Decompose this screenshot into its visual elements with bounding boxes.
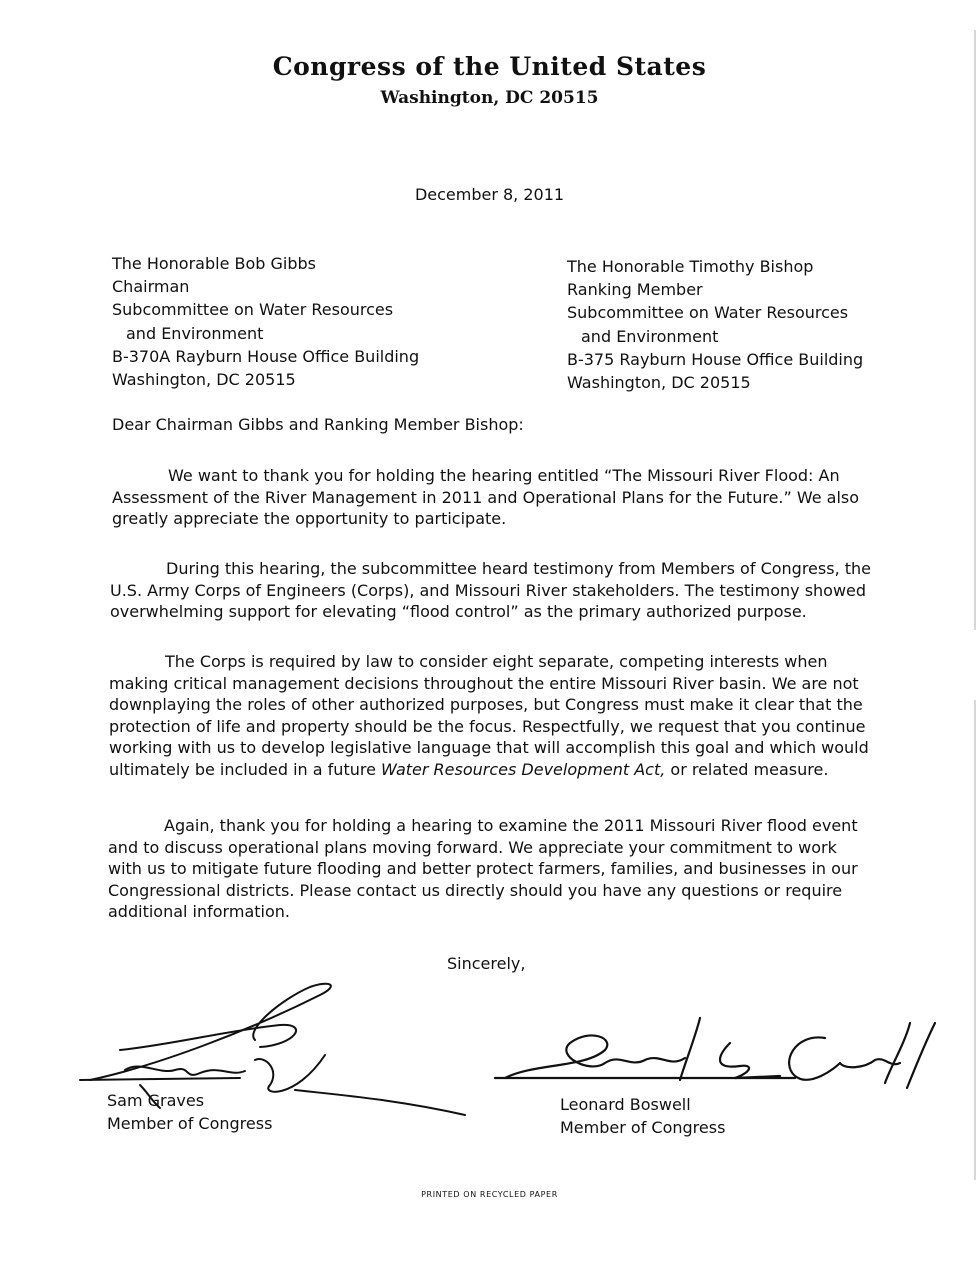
scan-edge-mark	[974, 30, 976, 630]
paragraph-line: The Corps is required by law to consider eight separate, competing interests when	[165, 652, 828, 671]
signer-right	[560, 1093, 725, 1139]
scan-edge-mark	[974, 700, 976, 1180]
paragraph-line: making critical management decisions throughout the entire Missouri River basin. We are not	[109, 673, 859, 693]
paragraph-2	[110, 558, 871, 623]
letterhead-address: Washington, DC 20515	[380, 88, 599, 108]
recipient-right-committee: Subcommittee on Water Resources	[567, 303, 849, 323]
paragraph-line: overwhelming support for elevating “flood control” as the primary authorized purpose.	[110, 602, 807, 621]
paragraph-text: or related measure.	[665, 759, 829, 779]
signer-right-name: Leonard Boswell	[560, 1095, 691, 1114]
paragraph-line: We want to thank you for holding the hearing entitled “The Missouri River Flood: An	[168, 466, 840, 485]
recipient-left-committee-cont: and Environment	[126, 323, 264, 343]
paragraph-4	[108, 815, 858, 923]
salutation: Dear Chairman Gibbs and Ranking Member Bishop:	[112, 415, 524, 434]
act-title: Water Resources Development Act,	[381, 759, 666, 779]
signature-boswell-drawing	[495, 1008, 955, 1098]
recipient-right-committee-cont: and Environment	[581, 326, 719, 346]
recipient-right-office: B-375 Rayburn House Office Building	[567, 349, 864, 369]
letterhead-title: Congress of the United States	[272, 52, 707, 81]
paragraph-text: ultimately be included in a future	[109, 759, 382, 779]
paragraph-line: Congressional districts. Please contact us directly should you have any questions or require	[108, 880, 843, 900]
signer-left	[107, 1089, 272, 1135]
paragraph-line: downplaying the roles of other authorized purposes, but Congress must make it clear that the	[109, 695, 863, 714]
paragraph-line: with us to mitigate future flooding and better protect farmers, families, and businesses in our	[108, 859, 858, 878]
paragraph-line	[109, 759, 869, 781]
recipient-left-city: Washington, DC 20515	[112, 370, 296, 390]
paragraph-line: and to discuss operational plans moving forward. We appreciate your commitment to work	[108, 837, 837, 857]
recipient-left-title: Chairman	[112, 277, 190, 297]
recipient-right-address	[567, 255, 863, 394]
signer-left-name: Sam Graves	[107, 1091, 205, 1110]
recipient-left-name: The Honorable Bob Gibbs	[112, 254, 317, 273]
recycled-paper-footer: PRINTED ON RECYCLED PAPER	[421, 1190, 558, 1199]
signer-right-title: Member of Congress	[560, 1118, 726, 1137]
paragraph-line: U.S. Army Corps of Engineers (Corps), and Missouri River stakeholders. The testimony showed	[110, 580, 867, 600]
paragraph-1	[112, 465, 859, 530]
recipient-right-title: Ranking Member	[567, 280, 703, 300]
paragraph-line: Again, thank you for holding a hearing to examine the 2011 Missouri River flood event	[164, 816, 858, 835]
recipient-right-city: Washington, DC 20515	[567, 373, 751, 393]
recipient-left-office: B-370A Rayburn House Office Building	[112, 346, 420, 366]
closing: Sincerely,	[447, 954, 526, 973]
paragraph-line: protection of life and property should be the focus. Respectfully, we request that you continue	[109, 716, 866, 736]
paragraph-3	[109, 651, 869, 780]
signer-left-title: Member of Congress	[107, 1114, 273, 1133]
letter-date: December 8, 2011	[414, 185, 565, 204]
paragraph-line: greatly appreciate the opportunity to participate.	[112, 509, 507, 528]
paragraph-line: Assessment of the River Management in 2011 and Operational Plans for the Future.” We also	[112, 487, 860, 507]
signature-boswell	[495, 1008, 955, 1098]
paragraph-line: During this hearing, the subcommittee heard testimony from Members of Congress, the	[166, 559, 871, 578]
paragraph-line: additional information.	[108, 902, 290, 921]
recipient-left-committee: Subcommittee on Water Resources	[112, 300, 394, 320]
paragraph-line: working with us to develop legislative language that will accomplish this goal and which would	[109, 738, 869, 757]
recipient-left-address	[112, 252, 419, 391]
recipient-right-name: The Honorable Timothy Bishop	[567, 257, 814, 276]
